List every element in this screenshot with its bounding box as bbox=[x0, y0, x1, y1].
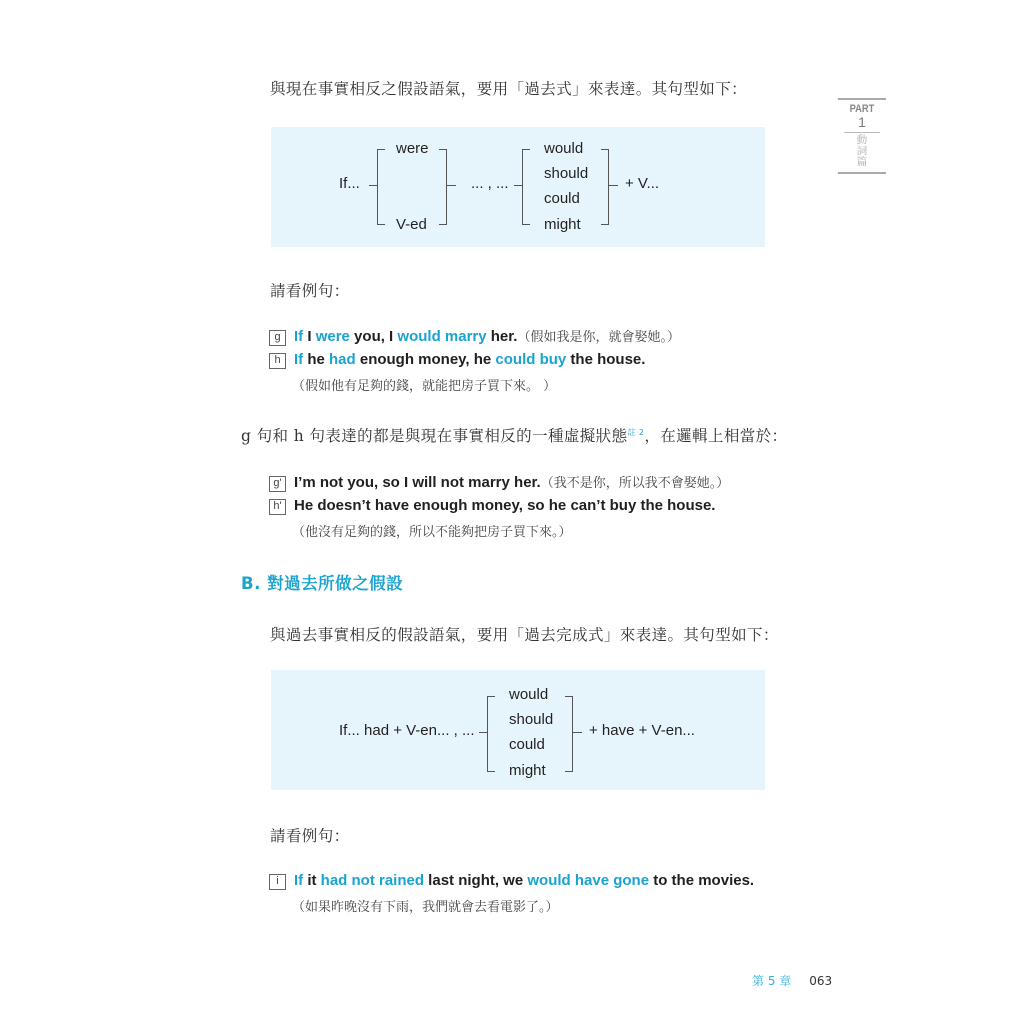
section-b-heading: B. 對過去所做之假設 bbox=[241, 574, 404, 593]
translation: （我不是你，所以我不會娶她。） bbox=[540, 475, 730, 490]
example-label: i bbox=[269, 874, 286, 890]
modal-should: should bbox=[509, 711, 554, 728]
translation: （假如他有足夠的錢，就能把房子買下來。 ） bbox=[292, 379, 557, 394]
formula-box-present bbox=[271, 127, 765, 247]
translation: （假如我是你，就會娶她。） bbox=[517, 329, 680, 344]
part-label: PART bbox=[849, 103, 875, 115]
divider bbox=[844, 132, 880, 133]
example-label: g bbox=[269, 330, 286, 346]
left-bracket bbox=[522, 149, 530, 225]
formula-tail: + V... bbox=[625, 175, 660, 192]
option-were: were bbox=[396, 140, 429, 157]
translation: （他沒有足夠的錢，所以不能夠把房子買下來。） bbox=[292, 525, 572, 540]
modal-could: could bbox=[544, 190, 580, 207]
example-label: g' bbox=[269, 476, 286, 492]
formula-middle: ... , ... bbox=[471, 175, 509, 192]
example-label: h' bbox=[269, 499, 286, 515]
see-examples-heading: 請看例句： bbox=[270, 282, 350, 300]
bracket-tick bbox=[447, 185, 456, 186]
formula-box-past bbox=[271, 670, 765, 790]
divider bbox=[838, 98, 886, 100]
right-bracket bbox=[565, 696, 573, 772]
intro-past-paragraph: 與過去事實相反的假設語氣，要用「過去完成式」來表達。其句型如下： bbox=[270, 626, 779, 644]
modal-would: would bbox=[509, 686, 549, 703]
part-number: 1 bbox=[858, 114, 866, 130]
example-label: h bbox=[269, 353, 286, 369]
example-g: g If I were you, I would marry her.（假如我是你，就會娶她。） bbox=[269, 326, 680, 346]
example-h-prime: h' He doesn’t have enough money, so he can’t buy the house. bbox=[269, 497, 715, 515]
example-i: i If it had not rained last night, we would have gone to the movies. bbox=[269, 872, 754, 890]
modal-would: would bbox=[544, 140, 584, 157]
page-footer bbox=[752, 972, 832, 989]
option-ved: V-ed bbox=[396, 216, 427, 233]
example-h: h If he had enough money, he could buy the house. bbox=[269, 351, 645, 369]
section-name-vertical: 動 詞 篇 bbox=[856, 134, 868, 168]
modal-might: might bbox=[509, 762, 546, 779]
modal-could: could bbox=[509, 736, 545, 753]
divider bbox=[838, 172, 886, 174]
footnote-ref[interactable]: 註 2 bbox=[627, 427, 645, 437]
see-examples-heading: 請看例句： bbox=[270, 827, 350, 845]
logic-paragraph: g 句和 h 句表達的都是與現在事實相反的一種虛擬狀態$^{註 2}$，在邏輯上相當於： bbox=[241, 427, 788, 445]
formula-if: If... bbox=[339, 175, 360, 192]
page-number: 063 bbox=[809, 974, 833, 988]
bracket-tick bbox=[573, 732, 582, 733]
chapter-label: 第 5 章 bbox=[752, 974, 792, 988]
part-side-tab bbox=[838, 98, 886, 174]
bracket-tick bbox=[609, 185, 618, 186]
modal-should: should bbox=[544, 165, 589, 182]
left-bracket bbox=[377, 149, 385, 225]
right-bracket bbox=[439, 149, 447, 225]
modal-might: might bbox=[544, 216, 581, 233]
formula-head: If... had + V-en... , ... bbox=[339, 722, 475, 739]
example-g-prime: g' I’m not you, so I will not marry her.（我不是你，所以我不會娶她。） bbox=[269, 472, 729, 492]
translation: （如果昨晚沒有下雨，我們就會去看電影了。） bbox=[292, 900, 559, 915]
left-bracket bbox=[487, 696, 495, 772]
right-bracket bbox=[601, 149, 609, 225]
intro-present-paragraph: 與現在事實相反之假設語氣，要用「過去式」來表達。其句型如下： bbox=[270, 80, 748, 98]
formula-tail: + have + V-en... bbox=[589, 722, 695, 739]
